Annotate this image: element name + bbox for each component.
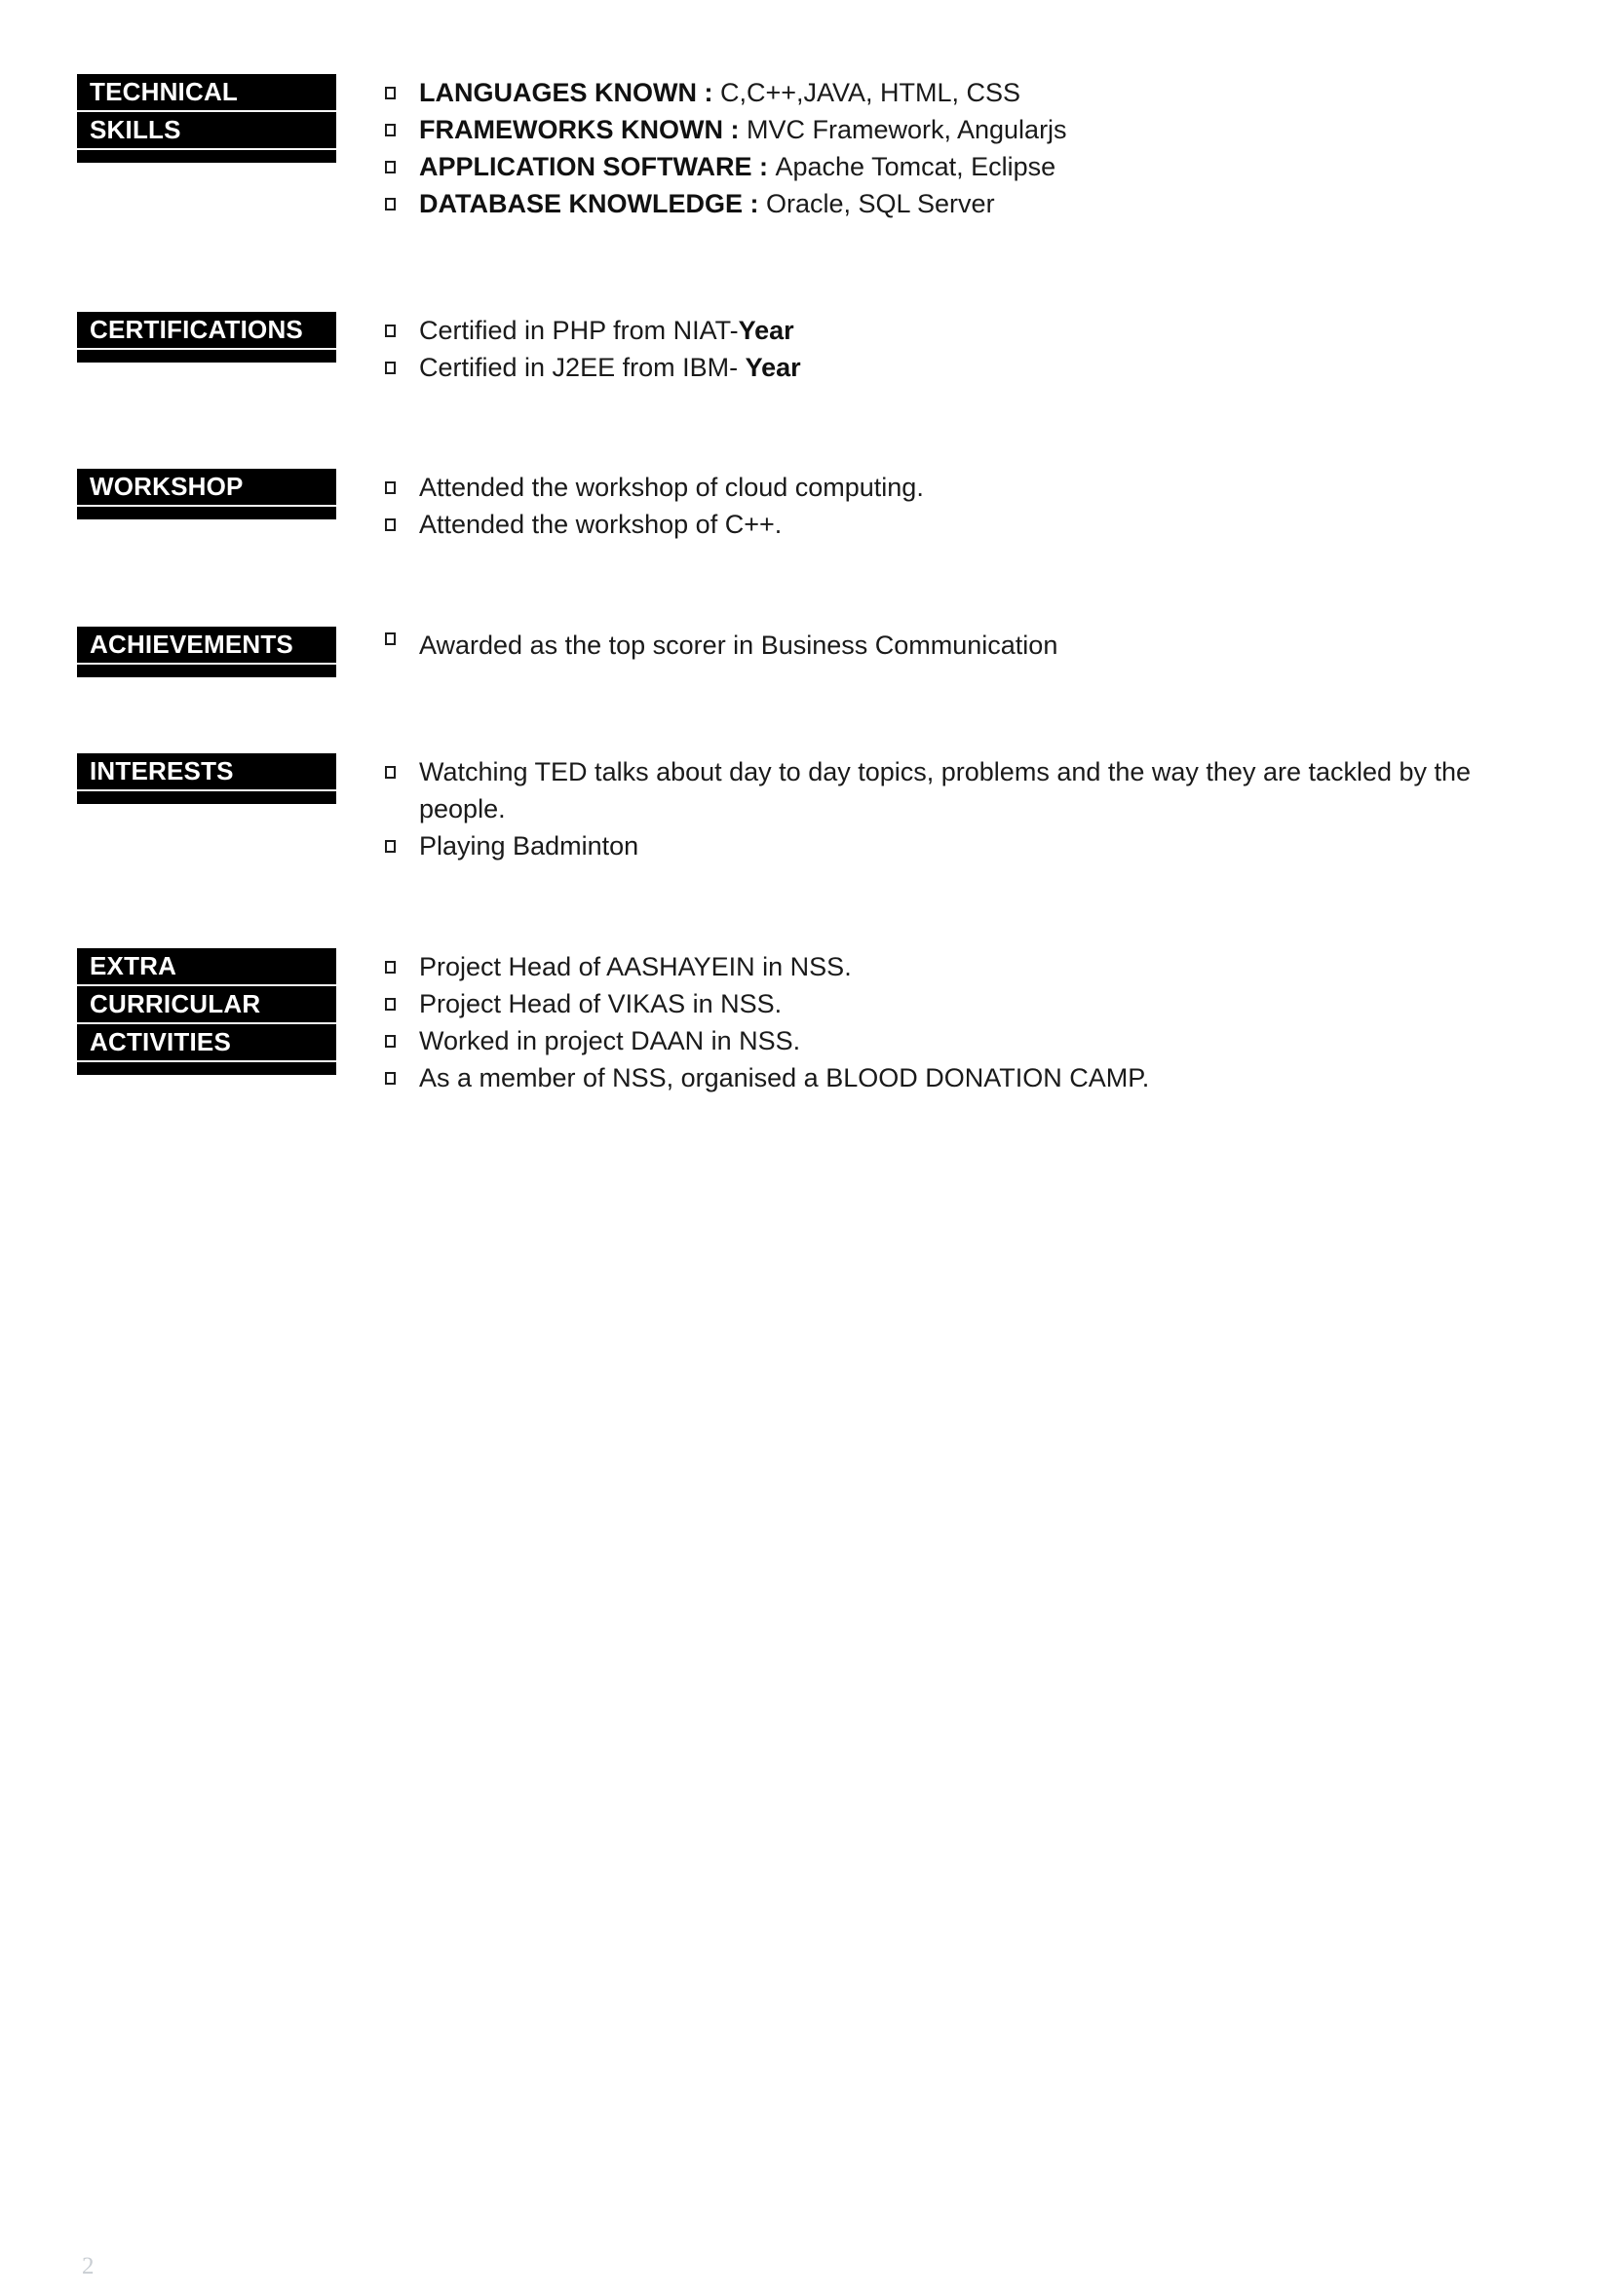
section-content bbox=[385, 469, 1550, 543]
list-item bbox=[385, 111, 1550, 148]
section-label-line: CURRICULAR bbox=[77, 986, 336, 1024]
bullet-square-icon bbox=[385, 124, 396, 136]
list-item bbox=[385, 74, 1550, 111]
section-label-line: SKILLS bbox=[77, 112, 336, 150]
list-item-text bbox=[419, 111, 1067, 148]
section-label-spacer bbox=[77, 791, 336, 804]
page-number: 2 bbox=[82, 2253, 95, 2279]
section-label-extra-curricular-activities bbox=[77, 948, 336, 1075]
section-label-workshop bbox=[77, 469, 336, 519]
item-body: Attended the workshop of C++. bbox=[419, 510, 783, 539]
section-label-spacer bbox=[77, 665, 336, 677]
section-label-line: INTERESTS bbox=[77, 753, 336, 791]
item-bold-lead: LANGUAGES KNOWN : bbox=[419, 78, 720, 107]
bullet-square-icon bbox=[385, 1072, 396, 1085]
list-item bbox=[385, 948, 1550, 985]
section-workshop bbox=[0, 469, 1611, 543]
section-label-line: CERTIFICATIONS bbox=[77, 312, 336, 350]
section-label-spacer bbox=[77, 150, 336, 163]
item-body: Project Head of VIKAS in NSS. bbox=[419, 989, 783, 1018]
list-item-text bbox=[419, 948, 852, 985]
item-bold-lead: DATABASE KNOWLEDGE : bbox=[419, 189, 766, 218]
item-body: As a member of NSS, organised a BLOOD DONATION CAMP. bbox=[419, 1063, 1150, 1092]
section-label-line: ACHIEVEMENTS bbox=[77, 627, 336, 665]
item-body: Apache Tomcat, Eclipse bbox=[775, 152, 1056, 181]
section-extra-curricular-activities bbox=[0, 948, 1611, 1096]
item-body: Certified in PHP from NIAT- bbox=[419, 316, 739, 345]
section-interests bbox=[0, 753, 1611, 864]
section-label-achievements bbox=[77, 627, 336, 677]
list-item-text bbox=[419, 312, 794, 349]
bullet-square-icon bbox=[385, 87, 396, 99]
section-content bbox=[385, 753, 1550, 864]
section-label-line: EXTRA bbox=[77, 948, 336, 986]
item-body: Attended the workshop of cloud computing. bbox=[419, 473, 924, 502]
section-label-spacer bbox=[77, 507, 336, 519]
section-label-interests bbox=[77, 753, 336, 804]
section-content bbox=[385, 948, 1550, 1096]
item-body: Worked in project DAAN in NSS. bbox=[419, 1026, 801, 1055]
item-body: Oracle, SQL Server bbox=[765, 189, 995, 218]
list-item-text bbox=[419, 185, 995, 222]
bullet-square-icon bbox=[385, 198, 396, 210]
list-item bbox=[385, 1022, 1550, 1059]
list-item-text bbox=[419, 74, 1020, 111]
bullet-square-icon bbox=[385, 518, 396, 531]
item-body: MVC Framework, Angularjs bbox=[746, 115, 1067, 144]
list-item bbox=[385, 985, 1550, 1022]
bullet-square-icon bbox=[385, 998, 396, 1011]
bullet-square-icon bbox=[385, 325, 396, 337]
bullet-square-icon bbox=[385, 632, 396, 645]
item-body: Playing Badminton bbox=[419, 831, 639, 861]
bullet-square-icon bbox=[385, 481, 396, 494]
section-technical-skills bbox=[0, 74, 1611, 222]
section-content bbox=[385, 312, 1550, 386]
list-item bbox=[385, 1059, 1550, 1096]
list-item-text bbox=[419, 827, 638, 864]
bullet-square-icon bbox=[385, 1035, 396, 1048]
list-item bbox=[385, 753, 1550, 827]
section-label-line: ACTIVITIES bbox=[77, 1024, 336, 1062]
item-bold-tail: Year bbox=[745, 353, 801, 382]
section-label-spacer bbox=[77, 350, 336, 363]
item-body: Awarded as the top scorer in Business Communication bbox=[419, 631, 1058, 660]
list-item bbox=[385, 185, 1550, 222]
list-item bbox=[385, 506, 1550, 543]
list-item-text bbox=[419, 627, 1057, 664]
section-label-line: WORKSHOP bbox=[77, 469, 336, 507]
bullet-square-icon bbox=[385, 161, 396, 173]
section-content bbox=[385, 74, 1550, 222]
list-item-text bbox=[419, 753, 1545, 827]
list-item bbox=[385, 349, 1550, 386]
section-label-certifications bbox=[77, 312, 336, 363]
list-item bbox=[385, 312, 1550, 349]
list-item bbox=[385, 827, 1550, 864]
section-label-spacer bbox=[77, 1062, 336, 1075]
bullet-square-icon bbox=[385, 840, 396, 853]
list-item-text bbox=[419, 148, 1055, 185]
item-body: Certified in J2EE from IBM- bbox=[419, 353, 746, 382]
list-item-text bbox=[419, 349, 801, 386]
item-bold-tail: Year bbox=[738, 316, 794, 345]
item-bold-lead: APPLICATION SOFTWARE : bbox=[419, 152, 776, 181]
section-content bbox=[385, 627, 1550, 664]
list-item bbox=[385, 627, 1550, 664]
bullet-square-icon bbox=[385, 766, 396, 779]
list-item-text bbox=[419, 1022, 800, 1059]
section-achievements bbox=[0, 627, 1611, 677]
list-item bbox=[385, 469, 1550, 506]
item-bold-lead: FRAMEWORKS KNOWN : bbox=[419, 115, 747, 144]
item-body: C,C++,JAVA, HTML, CSS bbox=[719, 78, 1021, 107]
list-item-text bbox=[419, 1059, 1149, 1096]
bullet-square-icon bbox=[385, 362, 396, 374]
item-body: Project Head of AASHAYEIN in NSS. bbox=[419, 952, 852, 981]
list-item-text bbox=[419, 506, 782, 543]
list-item-text bbox=[419, 985, 782, 1022]
item-body: Watching TED talks about day to day topics, problems and the way they are tackled by the people. bbox=[419, 757, 1472, 823]
bullet-square-icon bbox=[385, 961, 396, 974]
section-label-technical-skills bbox=[77, 74, 336, 163]
section-certifications bbox=[0, 312, 1611, 386]
list-item-text bbox=[419, 469, 924, 506]
section-label-line: TECHNICAL bbox=[77, 74, 336, 112]
list-item bbox=[385, 148, 1550, 185]
